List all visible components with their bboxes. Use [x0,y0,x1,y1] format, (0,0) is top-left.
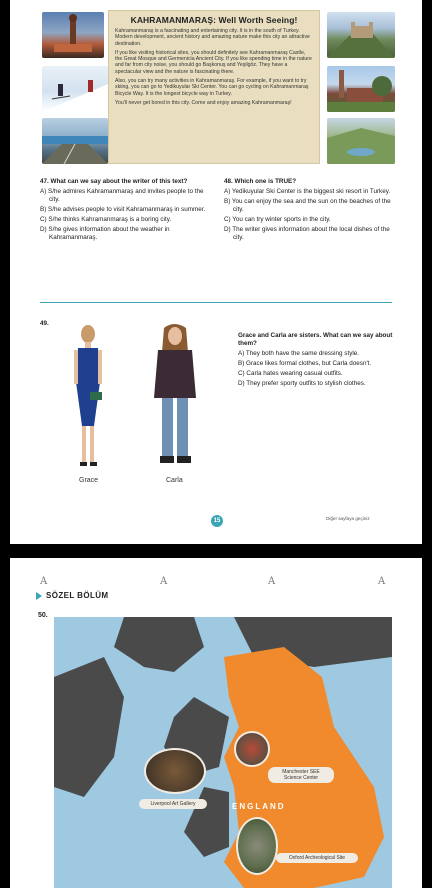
photo-bicycle-way [42,118,108,164]
question-49-number: 49. [40,320,49,327]
photo-nature-valley [327,118,395,164]
booklet-letter: A [160,576,168,587]
reading-passage [108,10,320,164]
castle-illustration [327,12,395,58]
photo-skiing [42,66,108,112]
question-48-option-a[interactable]: A) Yedikuyular Ski Center is the biggest ski resort in Turkey. [224,188,391,195]
section-title: SÖZEL BÖLÜM [46,591,109,600]
question-48-option-c[interactable]: C) You can try winter sports in the city. [224,216,331,223]
question-49-option-a[interactable]: A) They both have the same dressing style. [238,350,359,357]
caption-grace: Grace [79,477,99,484]
question-49-title: Grace and Carla are sisters. What can we say about them? [238,332,393,347]
valley-illustration [327,118,395,164]
passage-paragraph: You'll never get bored in this city. Come and enjoy amazing Kahramanmaraş! [115,99,292,106]
question-48-option-b[interactable]: B) You can enjoy the sea and the sun on the beaches of the city. [224,198,391,213]
question-49-option-b[interactable]: B) Grace likes formal clothes, but Carla doesn't. [238,360,372,367]
page-number-badge: 15 [211,515,223,527]
question-48-option-d[interactable]: D) The writer gives information about the local dishes of the city. [224,226,390,241]
passage-title: KAHRAMANMARAŞ: Well Worth Seeing! [130,15,298,25]
bicycle-way-illustration [42,118,108,164]
liverpool-pin[interactable] [144,748,206,794]
question-49 [238,332,394,388]
booklet-letter: A [378,576,386,587]
england-label: ENGLAND [232,802,286,811]
question-50-number: 50. [38,612,48,619]
question-49-option-c[interactable]: C) Carla hates wearing casual outfits. [238,370,343,377]
next-page-note: Diğer sayfaya geçiniz [326,516,370,521]
photo-mosque [327,66,395,112]
oxford-pin[interactable] [236,817,278,875]
caption-carla: Carla [166,477,183,484]
carla-image [142,322,214,470]
photo-castle [327,12,395,58]
passage-paragraph: Also, you can try many activities in Kahramanmaraş. For example, if you want to try skiing, you can go to Yedikuyular Ski Center. You can go cycling on Kahramanmaraş Bicycle Way. It is the longest bicycle way in Turkey. [115,78,309,97]
question-48-title: 48. Which one is TRUE? [224,178,297,185]
statue-illustration [42,12,104,58]
map-illustration [54,617,392,888]
question-49-option-d[interactable]: D) They prefer sporty outfits to stylish clothes. [238,380,366,387]
england-map [54,617,392,888]
passage-paragraph: If you like visiting historical sites, you should definitely see Kahramanmaraş Castle, the Great Mosque and Germenicia Ancient City. If you like spending time in the nature and far from city noise, you should go Başkonuş and Yeşilgöz. They have a spectacular view and the nature is fascinating there. [115,49,312,75]
passage-paragraph: Kahramanmaraş is a fascinating and entertaining city. It is in the south of Turkey. Modern development, ancient history and amazing nature make this city an attractive destination. [115,28,310,47]
booklet-letter: A [40,576,48,587]
question-47 [40,178,212,242]
question-47-option-c[interactable]: C) S/he thinks Kahramanmaraş is a boring city. [40,216,172,223]
grace-figure [54,322,126,470]
booklet-letter: A [268,576,276,587]
manchester-pin[interactable] [234,731,270,767]
question-47-option-a[interactable]: A) S/he admires Kahramanmaraş and invites people to the city. [40,188,204,203]
question-47-option-b[interactable]: B) S/he advises people to visit Kahramanmaraş in summer. [40,206,206,213]
manchester-label: Manchester SEE Science Center [268,767,334,783]
carla-figure [142,322,214,470]
liverpool-label: Liverpool Art Gallery [139,799,207,809]
photo-statue [42,12,104,58]
question-47-option-d[interactable]: D) S/he gives information about the weather in Kahramanmaraş. [40,226,170,241]
mosque-illustration [327,66,395,112]
section-divider [40,302,392,303]
oxford-label: Oxford Archeological Site [276,853,358,863]
skiers-illustration [42,66,108,112]
section-arrow-icon [36,592,42,600]
question-48 [224,178,394,242]
grace-image [54,322,126,470]
question-47-title: 47. What can we say about the writer of this text? [40,178,188,185]
